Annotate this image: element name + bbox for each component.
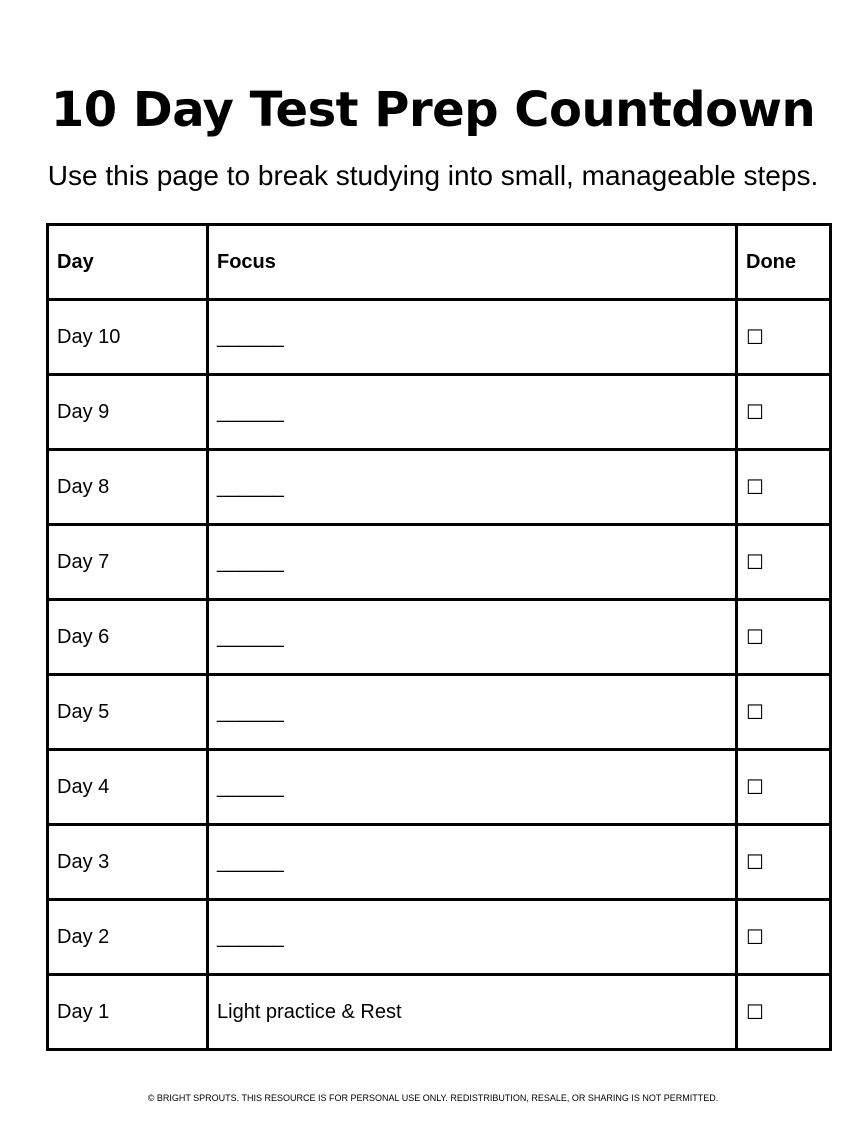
- done-checkbox[interactable]: ☐: [737, 900, 831, 975]
- table-header-row: [48, 225, 831, 300]
- table-row: [48, 525, 831, 600]
- done-checkbox[interactable]: ☐: [737, 375, 831, 450]
- focus-cell[interactable]: ______: [208, 825, 737, 900]
- day-cell: Day 6: [48, 600, 208, 675]
- day-cell: Day 2: [48, 900, 208, 975]
- focus-cell[interactable]: ______: [208, 450, 737, 525]
- table-row: [48, 300, 831, 375]
- header-focus: Focus: [208, 225, 737, 300]
- focus-cell[interactable]: ______: [208, 750, 737, 825]
- table-row: [48, 825, 831, 900]
- day-cell: Day 8: [48, 450, 208, 525]
- done-checkbox[interactable]: ☐: [737, 600, 831, 675]
- done-checkbox[interactable]: ☐: [737, 825, 831, 900]
- page-subtitle: Use this page to break studying into small, manageable steps.: [47, 160, 819, 191]
- day-cell: Day 7: [48, 525, 208, 600]
- done-checkbox[interactable]: ☐: [737, 750, 831, 825]
- table-row: [48, 675, 831, 750]
- copyright-footer: © BRIGHT SPROUTS. THIS RESOURCE IS FOR PERSONAL USE ONLY. REDISTRIBUTION, RESALE, OR SHARING IS NOT PERMITTED.: [147, 1093, 719, 1103]
- done-checkbox[interactable]: ☐: [737, 450, 831, 525]
- focus-cell[interactable]: ______: [208, 600, 737, 675]
- focus-cell[interactable]: ______: [208, 900, 737, 975]
- day-cell: Day 1: [48, 975, 208, 1050]
- focus-cell[interactable]: Light practice & Rest: [208, 975, 737, 1050]
- day-cell: Day 5: [48, 675, 208, 750]
- done-checkbox[interactable]: ☐: [737, 300, 831, 375]
- table-row: [48, 750, 831, 825]
- day-cell: Day 10: [48, 300, 208, 375]
- day-cell: Day 3: [48, 825, 208, 900]
- table-row: [48, 600, 831, 675]
- countdown-table: [46, 223, 832, 1051]
- page-title: 10 Day Test Prep Countdown: [50, 82, 816, 138]
- done-checkbox[interactable]: ☐: [737, 675, 831, 750]
- table-row: [48, 975, 831, 1050]
- day-cell: Day 4: [48, 750, 208, 825]
- day-cell: Day 9: [48, 375, 208, 450]
- focus-cell[interactable]: ______: [208, 375, 737, 450]
- done-checkbox[interactable]: ☐: [737, 525, 831, 600]
- focus-cell[interactable]: ______: [208, 675, 737, 750]
- header-day: Day: [48, 225, 208, 300]
- focus-cell[interactable]: ______: [208, 300, 737, 375]
- focus-cell[interactable]: ______: [208, 525, 737, 600]
- table-row: [48, 900, 831, 975]
- table-row: [48, 375, 831, 450]
- done-checkbox[interactable]: ☐: [737, 975, 831, 1050]
- header-done: Done: [737, 225, 831, 300]
- table-row: [48, 450, 831, 525]
